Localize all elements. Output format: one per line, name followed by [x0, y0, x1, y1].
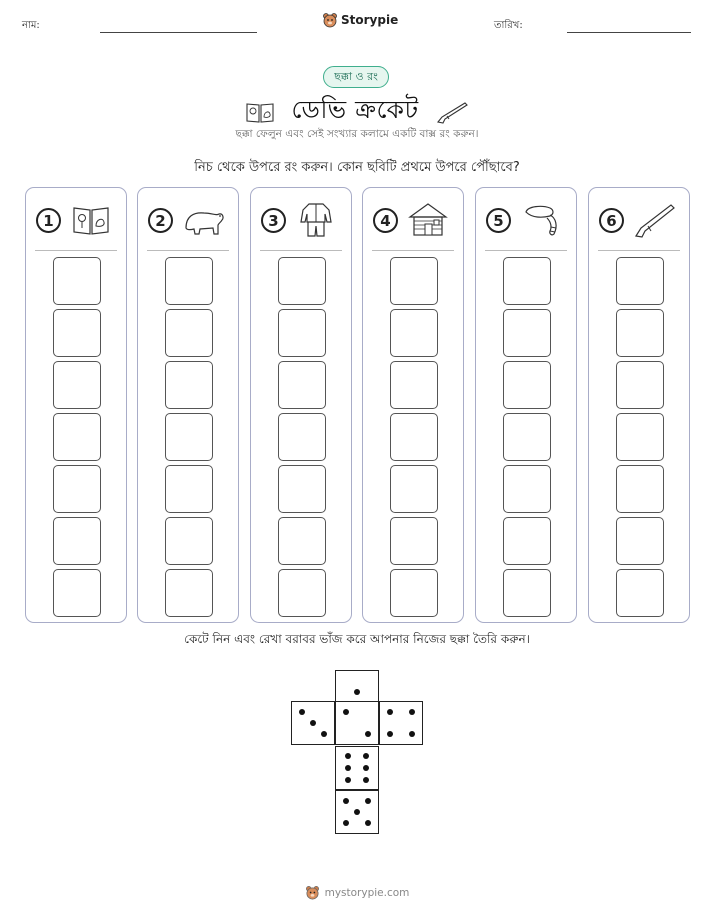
color-box[interactable]: [616, 413, 664, 461]
color-box[interactable]: [390, 569, 438, 617]
die-pip: [345, 777, 351, 783]
color-box[interactable]: [616, 517, 664, 565]
buckskin-suit-icon: [295, 200, 339, 240]
activity-badge: ছক্কা ও রং: [323, 66, 389, 88]
color-box[interactable]: [503, 517, 551, 565]
color-box[interactable]: [278, 361, 326, 409]
column-number: 6: [599, 208, 624, 233]
column-number: 1: [36, 208, 61, 233]
die-face-6: [335, 746, 379, 790]
column-6: [588, 187, 690, 623]
column-header: [363, 200, 463, 240]
color-box[interactable]: [616, 257, 664, 305]
brand-name: Storypie: [341, 13, 399, 27]
color-box[interactable]: [53, 361, 101, 409]
color-box[interactable]: [503, 257, 551, 305]
color-box[interactable]: [503, 413, 551, 461]
die-pip: [345, 753, 351, 759]
color-box[interactable]: [616, 309, 664, 357]
color-box[interactable]: [390, 309, 438, 357]
column-number: 5: [486, 208, 511, 233]
color-box[interactable]: [278, 569, 326, 617]
color-box[interactable]: [278, 309, 326, 357]
die-face-2: [335, 701, 379, 745]
page-title: ডেভি ক্রকেট: [291, 95, 419, 124]
color-box[interactable]: [53, 413, 101, 461]
date-line: [567, 32, 691, 33]
column-header: [251, 200, 351, 240]
rifle-icon: [633, 200, 677, 240]
die-pip: [354, 689, 360, 695]
die-pip: [363, 753, 369, 759]
color-box[interactable]: [616, 569, 664, 617]
column-2: [137, 187, 239, 623]
column-divider: [260, 250, 342, 251]
color-box[interactable]: [278, 465, 326, 513]
die-pip: [409, 731, 415, 737]
color-box[interactable]: [165, 309, 213, 357]
color-box[interactable]: [53, 257, 101, 305]
color-box[interactable]: [616, 465, 664, 513]
column-3: [250, 187, 352, 623]
color-box[interactable]: [165, 413, 213, 461]
column-4: [362, 187, 464, 623]
name-label: নাম:: [22, 20, 40, 31]
color-box[interactable]: [53, 569, 101, 617]
die-pip: [387, 731, 393, 737]
column-number: 2: [148, 208, 173, 233]
die-pip: [299, 709, 305, 715]
cut-instruction: কেটে নিন এবং রেখা বরাবর ভাঁজ করে আপনার নিজের ছক্কা তৈরি করুন।: [184, 632, 530, 646]
color-box[interactable]: [390, 465, 438, 513]
instruction: নিচ থেকে উপরে রং করুন। কোন ছবিটি প্রথমে উপরে পৌঁছাবে?: [194, 160, 520, 175]
color-box[interactable]: [53, 517, 101, 565]
color-box[interactable]: [390, 257, 438, 305]
color-box[interactable]: [503, 569, 551, 617]
die-pip: [343, 798, 349, 804]
column-5: [475, 187, 577, 623]
color-box[interactable]: [616, 361, 664, 409]
column-number: 4: [373, 208, 398, 233]
color-box[interactable]: [503, 309, 551, 357]
book-icon: [245, 100, 275, 124]
column-header: [26, 200, 126, 240]
log-cabin-icon: [407, 200, 451, 240]
book-icon: [70, 200, 114, 240]
color-box[interactable]: [278, 517, 326, 565]
color-box[interactable]: [390, 413, 438, 461]
column-divider: [598, 250, 680, 251]
color-box[interactable]: [390, 517, 438, 565]
die-pip: [354, 809, 360, 815]
bear-icon: [305, 885, 320, 900]
die-pip: [343, 709, 349, 715]
column-divider: [147, 250, 229, 251]
die-pip: [365, 731, 371, 737]
column-divider: [485, 250, 567, 251]
column-number: 3: [261, 208, 286, 233]
color-box[interactable]: [165, 257, 213, 305]
brand-logo: [322, 12, 398, 28]
column-header: [589, 200, 689, 240]
column-1: [25, 187, 127, 623]
column-header: [138, 200, 238, 240]
die-pip: [365, 798, 371, 804]
footer-url: mystorypie.com: [324, 886, 410, 899]
die-face-3: [291, 701, 335, 745]
die-pip: [365, 820, 371, 826]
color-box[interactable]: [503, 465, 551, 513]
color-box[interactable]: [53, 465, 101, 513]
rifle-icon: [435, 100, 469, 124]
column-divider: [35, 250, 117, 251]
color-box[interactable]: [53, 309, 101, 357]
color-box[interactable]: [503, 361, 551, 409]
die-pip: [343, 820, 349, 826]
color-box[interactable]: [165, 465, 213, 513]
bear-icon: [322, 12, 338, 28]
name-line: [100, 32, 257, 33]
die-pip: [387, 709, 393, 715]
color-box[interactable]: [278, 413, 326, 461]
die-pip: [363, 765, 369, 771]
die-pip: [321, 731, 327, 737]
color-box[interactable]: [278, 257, 326, 305]
color-box[interactable]: [165, 361, 213, 409]
footer: [0, 885, 714, 900]
color-box[interactable]: [165, 569, 213, 617]
die-pip: [409, 709, 415, 715]
die-pip: [345, 765, 351, 771]
die-pip: [310, 720, 316, 726]
column-divider: [372, 250, 454, 251]
bear-icon: [182, 200, 226, 240]
color-box[interactable]: [165, 517, 213, 565]
date-label: তারিখ:: [494, 20, 523, 31]
coonskin-cap-icon: [520, 200, 564, 240]
subtitle: ছক্কা ফেলুন এবং সেই সংখ্যার কলামে একটি বাক্স রং করুন।: [235, 128, 479, 140]
column-header: [476, 200, 576, 240]
die-pip: [363, 777, 369, 783]
die-face-5: [335, 790, 379, 834]
die-face-4: [379, 701, 423, 745]
color-box[interactable]: [390, 361, 438, 409]
